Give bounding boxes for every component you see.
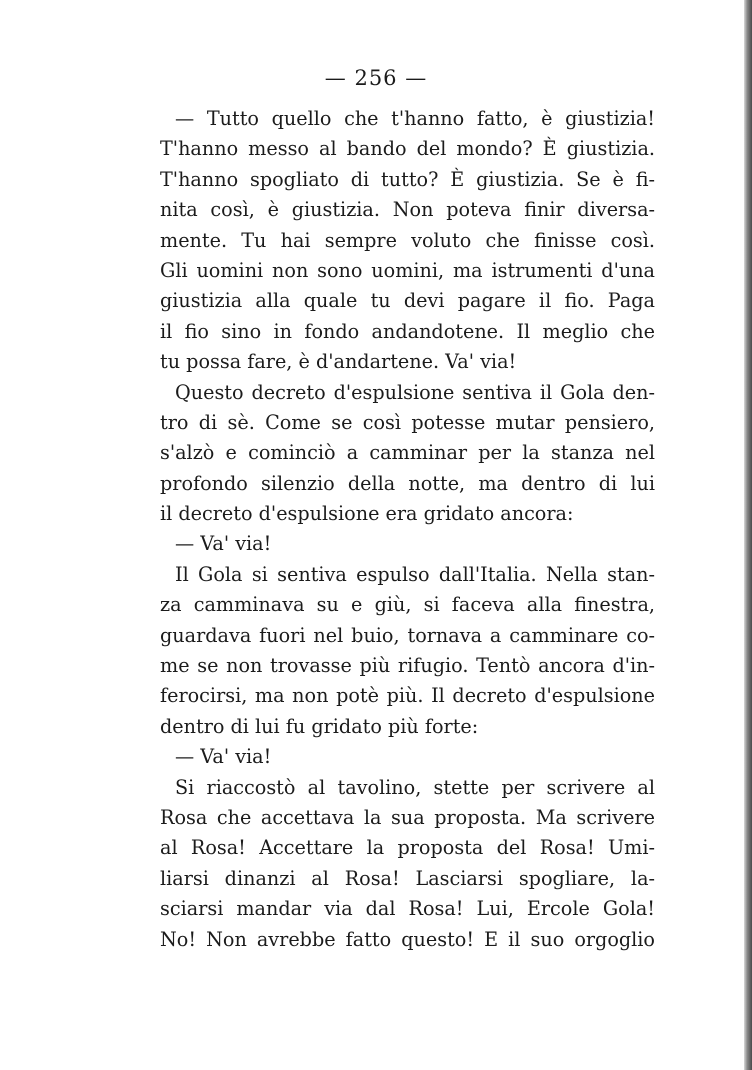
text-line: Gli uomini non sono uomini, ma istrumenti d'una [160,258,655,282]
body-text [160,104,655,955]
text-line: giustizia alla quale tu devi pagare il fio. Paga [160,289,655,313]
text-line: T'hanno spogliato di tutto? È giustizia. Se è fi- [160,167,655,191]
text-line: tu possa fare, è d'andartene. Va' via! [160,350,517,374]
text-line: sciarsi mandar via dal Rosa! Lui, Ercole Gola! [160,897,655,921]
text-line: liarsi dinanzi al Rosa! Lasciarsi spogliare, la- [160,866,655,890]
text-line: — Va' via! [175,532,272,556]
text-line: s'alzò e cominciò a camminar per la stanza nel [160,441,655,465]
text-line: me se non trovasse più rifugio. Tentò ancora d'in- [160,654,655,678]
text-line: Il Gola si sentiva espulso dall'Italia. Nella stan- [175,562,655,586]
text-line: mente. Tu hai sempre voluto che finisse così. [160,228,655,252]
text-line: al Rosa! Accettare la proposta del Rosa! Umi- [160,836,655,860]
page-number: — 256 — [324,66,428,90]
page-edge [744,0,752,1070]
text-line: guardava fuori nel buio, tornava a camminare co- [160,623,655,647]
text-line: za camminava su e giù, si faceva alla finestra, [160,593,655,617]
text-line: il fio sino in fondo andandotene. Il meglio che [160,319,655,343]
text-line: — Va' via! [175,745,272,769]
text-line: il decreto d'espulsione era gridato ancora: [160,502,574,526]
text-line: Si riaccostò al tavolino, stette per scrivere al [175,775,655,799]
text-line: tro di sè. Come se così potesse mutar pensiero, [160,410,655,434]
text-line: No! Non avrebbe fatto questo! E il suo orgoglio [160,927,655,951]
text-line: Questo decreto d'espulsione sentiva il Gola den- [175,380,655,404]
text-line: dentro di lui fu gridato più forte: [160,714,479,738]
text-line: Rosa che accettava la sua proposta. Ma scrivere [160,805,655,829]
text-line: — Tutto quello che t'hanno fatto, è giustizia! [175,107,655,130]
text-line: profondo silenzio della notte, ma dentro di lui [160,471,655,495]
text-line: T'hanno messo al bando del mondo? È giustizia. [160,137,655,161]
text-line: ferocirsi, ma non potè più. Il decreto d'espulsione [160,684,655,708]
text-line: nita così, è giustizia. Non poteva finir diversa- [160,198,655,222]
